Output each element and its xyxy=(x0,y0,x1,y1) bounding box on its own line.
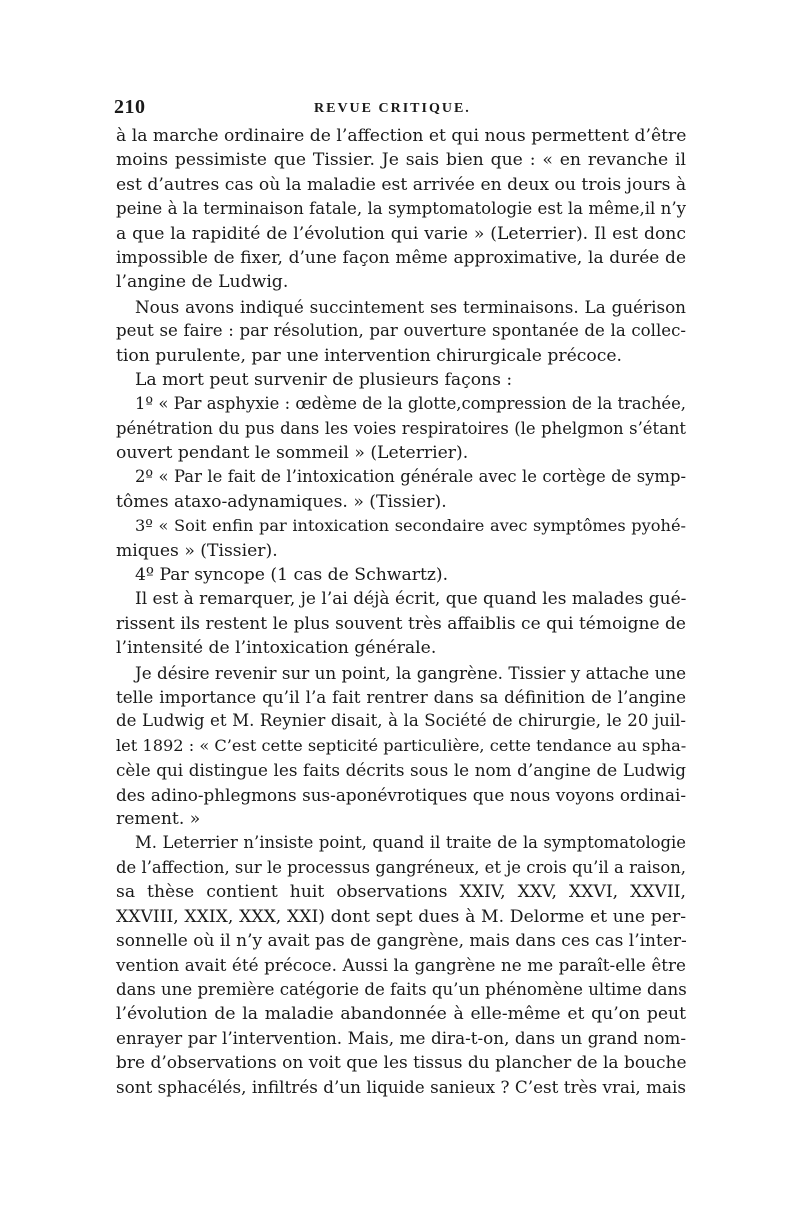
text-line: peut se faire : par résolution, par ouverture spontanée de la collec- xyxy=(116,321,686,341)
text-line: sont sphacélés, infiltrés d’un liquide sanieux ? C’est très vrai, mais xyxy=(116,1077,686,1098)
text-line: pénétration du pus dans les voies respiratoires (le phelgmon s’étant xyxy=(116,418,686,438)
body-text xyxy=(116,124,686,1100)
running-head: REVUE CRITIQUE. xyxy=(314,101,471,116)
text-line: sonnelle où il n’y avait pas de gangrène, mais dans ces cas l’inter- xyxy=(116,930,687,951)
text-line: moins pessimiste que Tissier. Je sais bien que : « en revanche il xyxy=(116,150,686,171)
text-line: dans une première catégorie de faits qu’un phénomène ultime dans xyxy=(116,979,687,999)
text-line: est d’autres cas où la maladie est arrivée en deux ou trois jours à xyxy=(116,174,687,195)
text-line: 2º « Par le fait de l’intoxication générale avec le cortège de symp- xyxy=(135,467,686,487)
text-line: impossible de fixer, d’une façon même approximative, la durée de xyxy=(116,247,686,268)
text-line: tômes ataxo-adynamiques. » (Tissier). xyxy=(116,491,447,512)
text-line: a que la rapidité de l’évolution qui varie » (Leterrier). Il est donc xyxy=(116,223,686,244)
text-line: miques » (Tissier). xyxy=(116,540,278,561)
text-line: rissent ils restent le plus souvent très affaiblis ce qui témoigne de xyxy=(116,613,686,634)
text-line: l’évolution de la maladie abandonnée à elle-même et qu’on peut xyxy=(116,1004,686,1025)
text-line: à la marche ordinaire de l’affection et qui nous permettent d’être xyxy=(116,126,687,146)
text-line: let 1892 : « C’est cette septicité particulière, cette tendance au spha- xyxy=(116,735,687,755)
text-line: 1º « Par asphyxie : œdème de la glotte,compression de la trachée, xyxy=(135,394,686,414)
page-number: 210 xyxy=(114,96,146,118)
text-line: Nous avons indiqué succintement ses terminaisons. La guérison xyxy=(135,296,686,317)
text-line: bre d’observations on voit que les tissus du plancher de la bouche xyxy=(116,1052,687,1073)
text-line: Il est à remarquer, je l’ai déjà écrit, que quand les malades gué- xyxy=(135,589,687,610)
text-line: ouvert pendant le sommeil » (Leterrier). xyxy=(116,443,469,464)
text-line: de l’affection, sur le processus gangréneux, et je crois qu’il a raison, xyxy=(116,857,686,877)
text-line: tion purulente, par une intervention chirurgicale précoce. xyxy=(116,345,623,366)
text-line: Je désire revenir sur un point, la gangrène. Tissier y attache une xyxy=(135,662,687,683)
text-line: 4º Par syncope (1 cas de Schwartz). xyxy=(135,565,449,586)
text-line: l’intensité de l’intoxication générale. xyxy=(116,638,437,659)
text-line: 3º « Soit enfin par intoxication secondaire avec symptômes pyohé- xyxy=(135,516,686,536)
text-line: vention avait été précoce. Aussi la gangrène ne me paraît-elle être xyxy=(116,955,686,976)
text-line: M. Leterrier n’insiste point, quand il traite de la symptomatologie xyxy=(135,833,686,853)
text-line: rement. » xyxy=(116,808,201,829)
text-line: XXVIII, XXIX, XXX, XXI) dont sept dues à M. Delorme et une per- xyxy=(116,906,686,927)
text-line: La mort peut survenir de plusieurs façons : xyxy=(135,369,513,390)
text-line: telle importance qu’il l’a fait rentrer dans sa définition de l’angine xyxy=(116,686,686,707)
text-line: l’angine de Ludwig. xyxy=(116,272,289,293)
text-line: de Ludwig et M. Reynier disait, à la Société de chirurgie, le 20 juil- xyxy=(116,711,686,731)
page-header xyxy=(114,96,686,122)
text-line: sa thèse contient huit observations XXIV, XXV, XXVI, XXVII, xyxy=(116,882,686,903)
text-line: cèle qui distingue les faits décrits sous le nom d’angine de Ludwig xyxy=(116,760,686,781)
text-line: des adino-phlegmons sus-aponévrotiques que nous voyons ordinai- xyxy=(116,784,686,805)
text-line: peine à la terminaison fatale, la symptomatologie est la même,il n’y xyxy=(116,199,686,219)
text-line: enrayer par l’intervention. Mais, me dira-t-on, dans un grand nom- xyxy=(116,1028,686,1049)
